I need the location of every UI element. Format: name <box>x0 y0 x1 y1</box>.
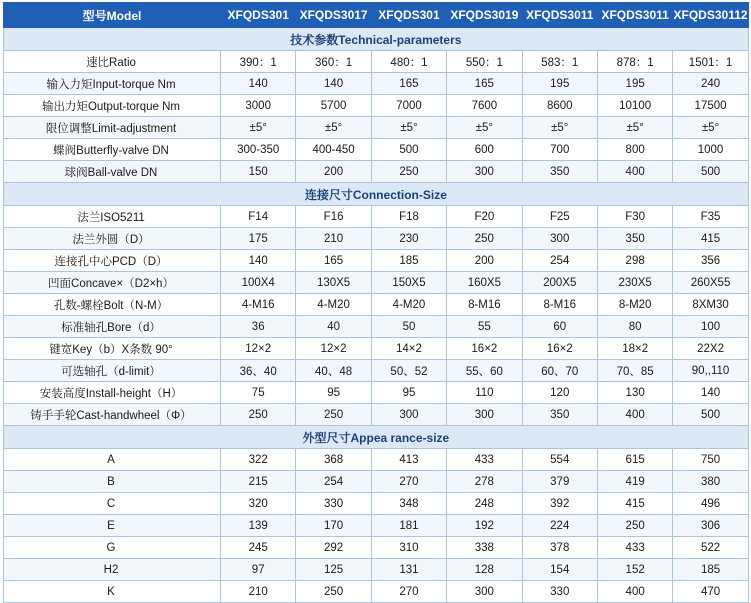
row-value: 7000 <box>371 95 446 117</box>
row-value: 270 <box>371 581 446 603</box>
row-value: 433 <box>597 537 672 559</box>
row-value: 300 <box>447 404 522 426</box>
row-value: ±5° <box>597 117 672 139</box>
row-value: 210 <box>221 581 296 603</box>
row-value: ±5° <box>673 117 748 139</box>
row-label: 限位调整Limit-adjustment <box>4 117 221 139</box>
row-value: 22X2 <box>673 338 748 360</box>
row-value: 16×2 <box>447 338 522 360</box>
row-value: 50 <box>371 316 446 338</box>
row-value: 195 <box>597 73 672 95</box>
row-label: K <box>4 581 221 603</box>
row-value: 400 <box>597 161 672 183</box>
table-row <box>4 338 749 360</box>
row-value: 500 <box>673 161 748 183</box>
row-value: 165 <box>371 73 446 95</box>
row-label: 凹面Concave×（D2×h） <box>4 272 221 294</box>
row-value: 300 <box>522 228 597 250</box>
table-row <box>4 294 749 316</box>
row-value: 230 <box>371 228 446 250</box>
row-value: 356 <box>673 250 748 272</box>
row-value: 130 <box>597 382 672 404</box>
row-value: 175 <box>221 228 296 250</box>
row-value: ±5° <box>221 117 296 139</box>
row-label: 铸手手轮Cast-handwheel（Φ） <box>4 404 221 426</box>
table-row <box>4 95 749 117</box>
row-label: 键宽Key（b）X条数 90° <box>4 338 221 360</box>
row-value: 500 <box>371 139 446 161</box>
row-value: 360：1 <box>296 51 371 73</box>
section-title: 外型尺寸Appea rance-size <box>4 426 749 449</box>
row-value: 878：1 <box>597 51 672 73</box>
row-label: G <box>4 537 221 559</box>
row-label: 球阀Ball-valve DN <box>4 161 221 183</box>
row-value: 250 <box>447 228 522 250</box>
row-label: 输入力矩Input-torque Nm <box>4 73 221 95</box>
row-value: F20 <box>447 206 522 228</box>
row-value: 600 <box>447 139 522 161</box>
row-value: ±5° <box>447 117 522 139</box>
row-value: 140 <box>296 73 371 95</box>
table-row <box>4 360 749 382</box>
row-value: 750 <box>673 449 748 471</box>
row-value: F14 <box>221 206 296 228</box>
row-value: 415 <box>597 493 672 515</box>
row-value: 95 <box>371 382 446 404</box>
row-value: 250 <box>371 161 446 183</box>
row-value: 50、52 <box>371 360 446 382</box>
row-value: 55 <box>447 316 522 338</box>
row-label: E <box>4 515 221 537</box>
row-value: 4-M16 <box>221 294 296 316</box>
row-value: 300 <box>371 404 446 426</box>
row-value: 298 <box>597 250 672 272</box>
row-value: 250 <box>296 581 371 603</box>
row-value: 550：1 <box>447 51 522 73</box>
table-row <box>4 316 749 338</box>
table-row <box>4 139 749 161</box>
row-value: 348 <box>371 493 446 515</box>
row-value: 260X55 <box>673 272 748 294</box>
header-model-label: 型号Model <box>4 3 221 28</box>
row-value: 10100 <box>597 95 672 117</box>
row-label: 法兰外圆（D） <box>4 228 221 250</box>
table-row <box>4 581 749 603</box>
header-model-6: XFQDS3011 <box>597 3 672 28</box>
row-value: 306 <box>673 515 748 537</box>
row-value: 1000 <box>673 139 748 161</box>
row-value: 300-350 <box>221 139 296 161</box>
table-row <box>4 73 749 95</box>
row-value: ±5° <box>522 117 597 139</box>
row-value: 200X5 <box>522 272 597 294</box>
row-value: 245 <box>221 537 296 559</box>
row-value: 250 <box>597 515 672 537</box>
row-value: 195 <box>522 73 597 95</box>
row-value: 8-M20 <box>597 294 672 316</box>
row-value: 55、60 <box>447 360 522 382</box>
row-value: ±5° <box>371 117 446 139</box>
row-value: 8XM30 <box>673 294 748 316</box>
row-value: 128 <box>447 559 522 581</box>
row-value: 125 <box>296 559 371 581</box>
row-value: 322 <box>221 449 296 471</box>
row-value: 350 <box>597 228 672 250</box>
row-value: 110 <box>447 382 522 404</box>
row-value: 154 <box>522 559 597 581</box>
row-value: 131 <box>371 559 446 581</box>
row-value: F25 <box>522 206 597 228</box>
row-value: 330 <box>522 581 597 603</box>
row-value: F35 <box>673 206 748 228</box>
row-value: 8-M16 <box>447 294 522 316</box>
row-value: 5700 <box>296 95 371 117</box>
row-value: 97 <box>221 559 296 581</box>
row-value: 40 <box>296 316 371 338</box>
row-value: 480：1 <box>371 51 446 73</box>
row-value: 60、70 <box>522 360 597 382</box>
table-row <box>4 515 749 537</box>
row-value: 500 <box>673 404 748 426</box>
row-value: 254 <box>522 250 597 272</box>
row-value: 496 <box>673 493 748 515</box>
table-row <box>4 117 749 139</box>
row-value: 140 <box>221 250 296 272</box>
row-value: 413 <box>371 449 446 471</box>
table-row <box>4 250 749 272</box>
table-row <box>4 559 749 581</box>
row-value: 1501：1 <box>673 51 748 73</box>
row-value: 300 <box>447 161 522 183</box>
row-value: F30 <box>597 206 672 228</box>
header-model-2: XFQDS3017 <box>296 3 371 28</box>
row-value: 400 <box>597 404 672 426</box>
row-value: F16 <box>296 206 371 228</box>
row-value: 248 <box>447 493 522 515</box>
row-value: 4-M20 <box>296 294 371 316</box>
header-model-1: XFQDS301 <box>221 3 296 28</box>
header-model-5: XFQDS3011 <box>522 3 597 28</box>
row-value: 390：1 <box>221 51 296 73</box>
row-label: 输出力矩Output-torque Nm <box>4 95 221 117</box>
table-row <box>4 493 749 515</box>
row-value: 250 <box>221 404 296 426</box>
table-row <box>4 382 749 404</box>
row-value: ±5° <box>296 117 371 139</box>
row-value: 378 <box>522 537 597 559</box>
row-value: 170 <box>296 515 371 537</box>
row-label: C <box>4 493 221 515</box>
row-value: 338 <box>447 537 522 559</box>
table-row <box>4 51 749 73</box>
row-value: 433 <box>447 449 522 471</box>
row-value: 7600 <box>447 95 522 117</box>
row-value: 165 <box>447 73 522 95</box>
row-value: 254 <box>296 471 371 493</box>
row-value: 8-M16 <box>522 294 597 316</box>
row-value: 60 <box>522 316 597 338</box>
table-row <box>4 161 749 183</box>
row-value: 615 <box>597 449 672 471</box>
row-value: 150 <box>221 161 296 183</box>
row-value: 700 <box>522 139 597 161</box>
row-value: 185 <box>371 250 446 272</box>
row-label: 速比Ratio <box>4 51 221 73</box>
row-value: 181 <box>371 515 446 537</box>
row-value: 350 <box>522 404 597 426</box>
row-value: 14×2 <box>371 338 446 360</box>
table-row <box>4 228 749 250</box>
row-value: 200 <box>296 161 371 183</box>
row-value: 185 <box>673 559 748 581</box>
row-value: 4-M20 <box>371 294 446 316</box>
row-value: 392 <box>522 493 597 515</box>
row-value: 152 <box>597 559 672 581</box>
row-value: 583：1 <box>522 51 597 73</box>
section-banner-row <box>4 426 749 449</box>
row-value: 160X5 <box>447 272 522 294</box>
row-value: 100X4 <box>221 272 296 294</box>
row-value: 230X5 <box>597 272 672 294</box>
row-value: 368 <box>296 449 371 471</box>
row-value: 278 <box>447 471 522 493</box>
row-value: 18×2 <box>597 338 672 360</box>
row-value: 140 <box>221 73 296 95</box>
row-value: 12×2 <box>221 338 296 360</box>
table-row <box>4 206 749 228</box>
row-value: 100 <box>673 316 748 338</box>
row-value: 139 <box>221 515 296 537</box>
table-body <box>4 3 749 603</box>
row-value: 400 <box>597 581 672 603</box>
row-value: 80 <box>597 316 672 338</box>
section-title: 技术参数Technical-parameters <box>4 28 749 51</box>
row-value: 215 <box>221 471 296 493</box>
row-value: 16×2 <box>522 338 597 360</box>
row-value: 470 <box>673 581 748 603</box>
row-label: 连接孔中心PCD（D） <box>4 250 221 272</box>
row-value: 70、85 <box>597 360 672 382</box>
row-value: 130X5 <box>296 272 371 294</box>
header-model-4: XFQDS3019 <box>447 3 522 28</box>
row-value: 200 <box>447 250 522 272</box>
row-value: 165 <box>296 250 371 272</box>
header-model-3: XFQDS301 <box>371 3 446 28</box>
row-value: 240 <box>673 73 748 95</box>
row-label: B <box>4 471 221 493</box>
table-row <box>4 537 749 559</box>
row-value: 90,,110 <box>673 360 748 382</box>
section-banner-row <box>4 28 749 51</box>
row-value: 554 <box>522 449 597 471</box>
row-label: 孔数-螺栓Bolt（N-M） <box>4 294 221 316</box>
row-value: 270 <box>371 471 446 493</box>
row-value: 17500 <box>673 95 748 117</box>
row-label: 法兰ISO5211 <box>4 206 221 228</box>
row-value: 75 <box>221 382 296 404</box>
header-model-7: XFQDS30112 <box>673 3 748 28</box>
row-value: 120 <box>522 382 597 404</box>
specification-table <box>3 2 749 603</box>
row-value: 36、40 <box>221 360 296 382</box>
row-value: 40、48 <box>296 360 371 382</box>
row-label: 蝶阀Butterfly-valve DN <box>4 139 221 161</box>
row-value: 522 <box>673 537 748 559</box>
row-value: F18 <box>371 206 446 228</box>
row-value: 140 <box>673 382 748 404</box>
row-value: 400-450 <box>296 139 371 161</box>
row-value: 415 <box>673 228 748 250</box>
table-row <box>4 404 749 426</box>
row-label: 可选轴孔（d-limit） <box>4 360 221 382</box>
table-header-row <box>4 3 749 28</box>
row-value: 8600 <box>522 95 597 117</box>
row-value: 350 <box>522 161 597 183</box>
row-value: 380 <box>673 471 748 493</box>
row-label: H2 <box>4 559 221 581</box>
row-value: 300 <box>447 581 522 603</box>
row-value: 419 <box>597 471 672 493</box>
row-value: 330 <box>296 493 371 515</box>
row-label: 标准轴孔Bore（d） <box>4 316 221 338</box>
table-row <box>4 471 749 493</box>
row-value: 150X5 <box>371 272 446 294</box>
row-value: 224 <box>522 515 597 537</box>
row-value: 192 <box>447 515 522 537</box>
row-value: 95 <box>296 382 371 404</box>
row-value: 36 <box>221 316 296 338</box>
row-value: 310 <box>371 537 446 559</box>
section-banner-row <box>4 183 749 206</box>
row-value: 12×2 <box>296 338 371 360</box>
row-value: 800 <box>597 139 672 161</box>
row-value: 3000 <box>221 95 296 117</box>
row-value: 379 <box>522 471 597 493</box>
row-label: 安装高度Install-height（H） <box>4 382 221 404</box>
row-value: 292 <box>296 537 371 559</box>
row-value: 320 <box>221 493 296 515</box>
table-row <box>4 272 749 294</box>
row-value: 210 <box>296 228 371 250</box>
section-title: 连接尺寸Connection-Size <box>4 183 749 206</box>
row-label: A <box>4 449 221 471</box>
row-value: 250 <box>296 404 371 426</box>
table-row <box>4 449 749 471</box>
